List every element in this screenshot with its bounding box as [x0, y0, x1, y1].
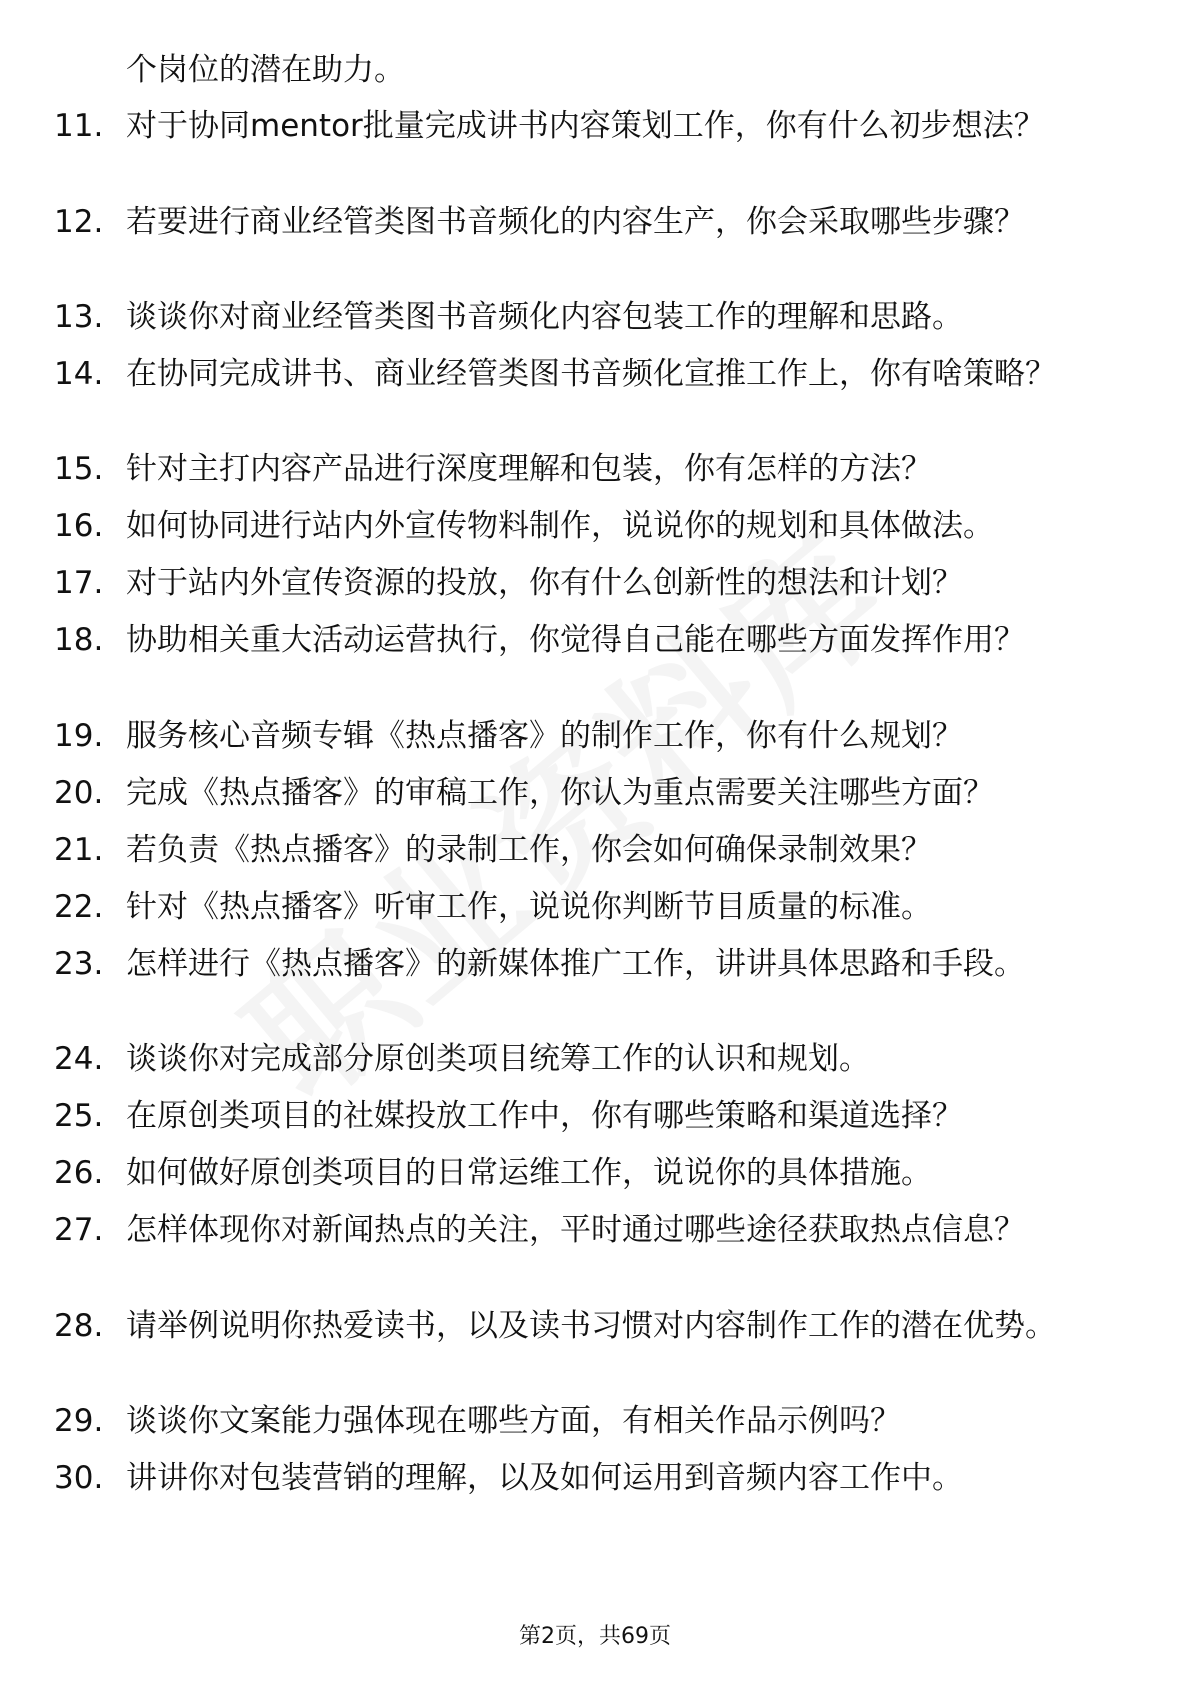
- question-text: 如何做好原创类项目的日常运维工作，说说你的具体措施。: [126, 1155, 932, 1191]
- question-text: 针对主打内容产品进行深度理解和包装，你有怎样的方法？: [126, 451, 932, 487]
- question-number: 16.: [54, 508, 104, 544]
- question-text: 在原创类项目的社媒投放工作中，你有哪些策略和渠道选择？: [126, 1098, 963, 1134]
- question-text: 请举例说明你热爱读书，以及读书习惯对内容制作工作的潜在优势。: [126, 1308, 1056, 1344]
- question-text: 对于站内外宣传资源的投放，你有什么创新性的想法和计划？: [126, 565, 963, 601]
- question-text: 完成《热点播客》的审稿工作，你认为重点需要关注哪些方面？: [126, 775, 994, 811]
- question-number: 23.: [54, 946, 104, 982]
- question-number: 30.: [54, 1460, 104, 1496]
- question-number: 28.: [54, 1308, 104, 1344]
- question-text: 针对《热点播客》听审工作，说说你判断节目质量的标准。: [126, 889, 932, 925]
- question-number: 24.: [54, 1041, 104, 1077]
- question-number: 21.: [54, 832, 104, 868]
- question-number: 11.: [54, 108, 104, 144]
- question-number: 19.: [54, 718, 104, 754]
- page-footer: 第2页，共69页: [519, 1624, 671, 1649]
- question-text: 怎样体现你对新闻热点的关注，平时通过哪些途径获取热点信息？: [126, 1212, 1025, 1248]
- question-number: 14.: [54, 356, 104, 392]
- question-text: 在协同完成讲书、商业经管类图书音频化宣推工作上，你有啥策略？: [126, 356, 1056, 392]
- question-number: 17.: [54, 565, 104, 601]
- question-text: 对于协同mentor批量完成讲书内容策划工作，你有什么初步想法？: [126, 108, 1045, 144]
- question-number: 18.: [54, 622, 104, 658]
- question-number: 12.: [54, 204, 104, 240]
- question-text: 怎样进行《热点播客》的新媒体推广工作，讲讲具体思路和手段。: [126, 946, 1025, 982]
- continuation-text: 个岗位的潜在助力。: [126, 52, 405, 88]
- question-text: 谈谈你对商业经管类图书音频化内容包装工作的理解和思路。: [126, 299, 963, 335]
- question-text: 如何协同进行站内外宣传物料制作，说说你的规划和具体做法。: [126, 508, 994, 544]
- question-text: 若要进行商业经管类图书音频化的内容生产，你会采取哪些步骤？: [126, 204, 1025, 240]
- question-number: 26.: [54, 1155, 104, 1191]
- question-number: 15.: [54, 451, 104, 487]
- question-text: 若负责《热点播客》的录制工作，你会如何确保录制效果？: [126, 832, 932, 868]
- question-text: 谈谈你文案能力强体现在哪些方面，有相关作品示例吗？: [126, 1403, 901, 1439]
- question-number: 27.: [54, 1212, 104, 1248]
- question-number: 20.: [54, 775, 104, 811]
- question-text: 服务核心音频专辑《热点播客》的制作工作，你有什么规划？: [126, 718, 963, 754]
- question-number: 29.: [54, 1403, 104, 1439]
- question-text: 谈谈你对完成部分原创类项目统筹工作的认识和规划。: [126, 1041, 870, 1077]
- question-number: 25.: [54, 1098, 104, 1134]
- question-number: 22.: [54, 889, 104, 925]
- question-text: 协助相关重大活动运营执行，你觉得自己能在哪些方面发挥作用？: [126, 622, 1025, 658]
- question-text: 讲讲你对包装营销的理解，以及如何运用到音频内容工作中。: [126, 1460, 963, 1496]
- question-number: 13.: [54, 299, 104, 335]
